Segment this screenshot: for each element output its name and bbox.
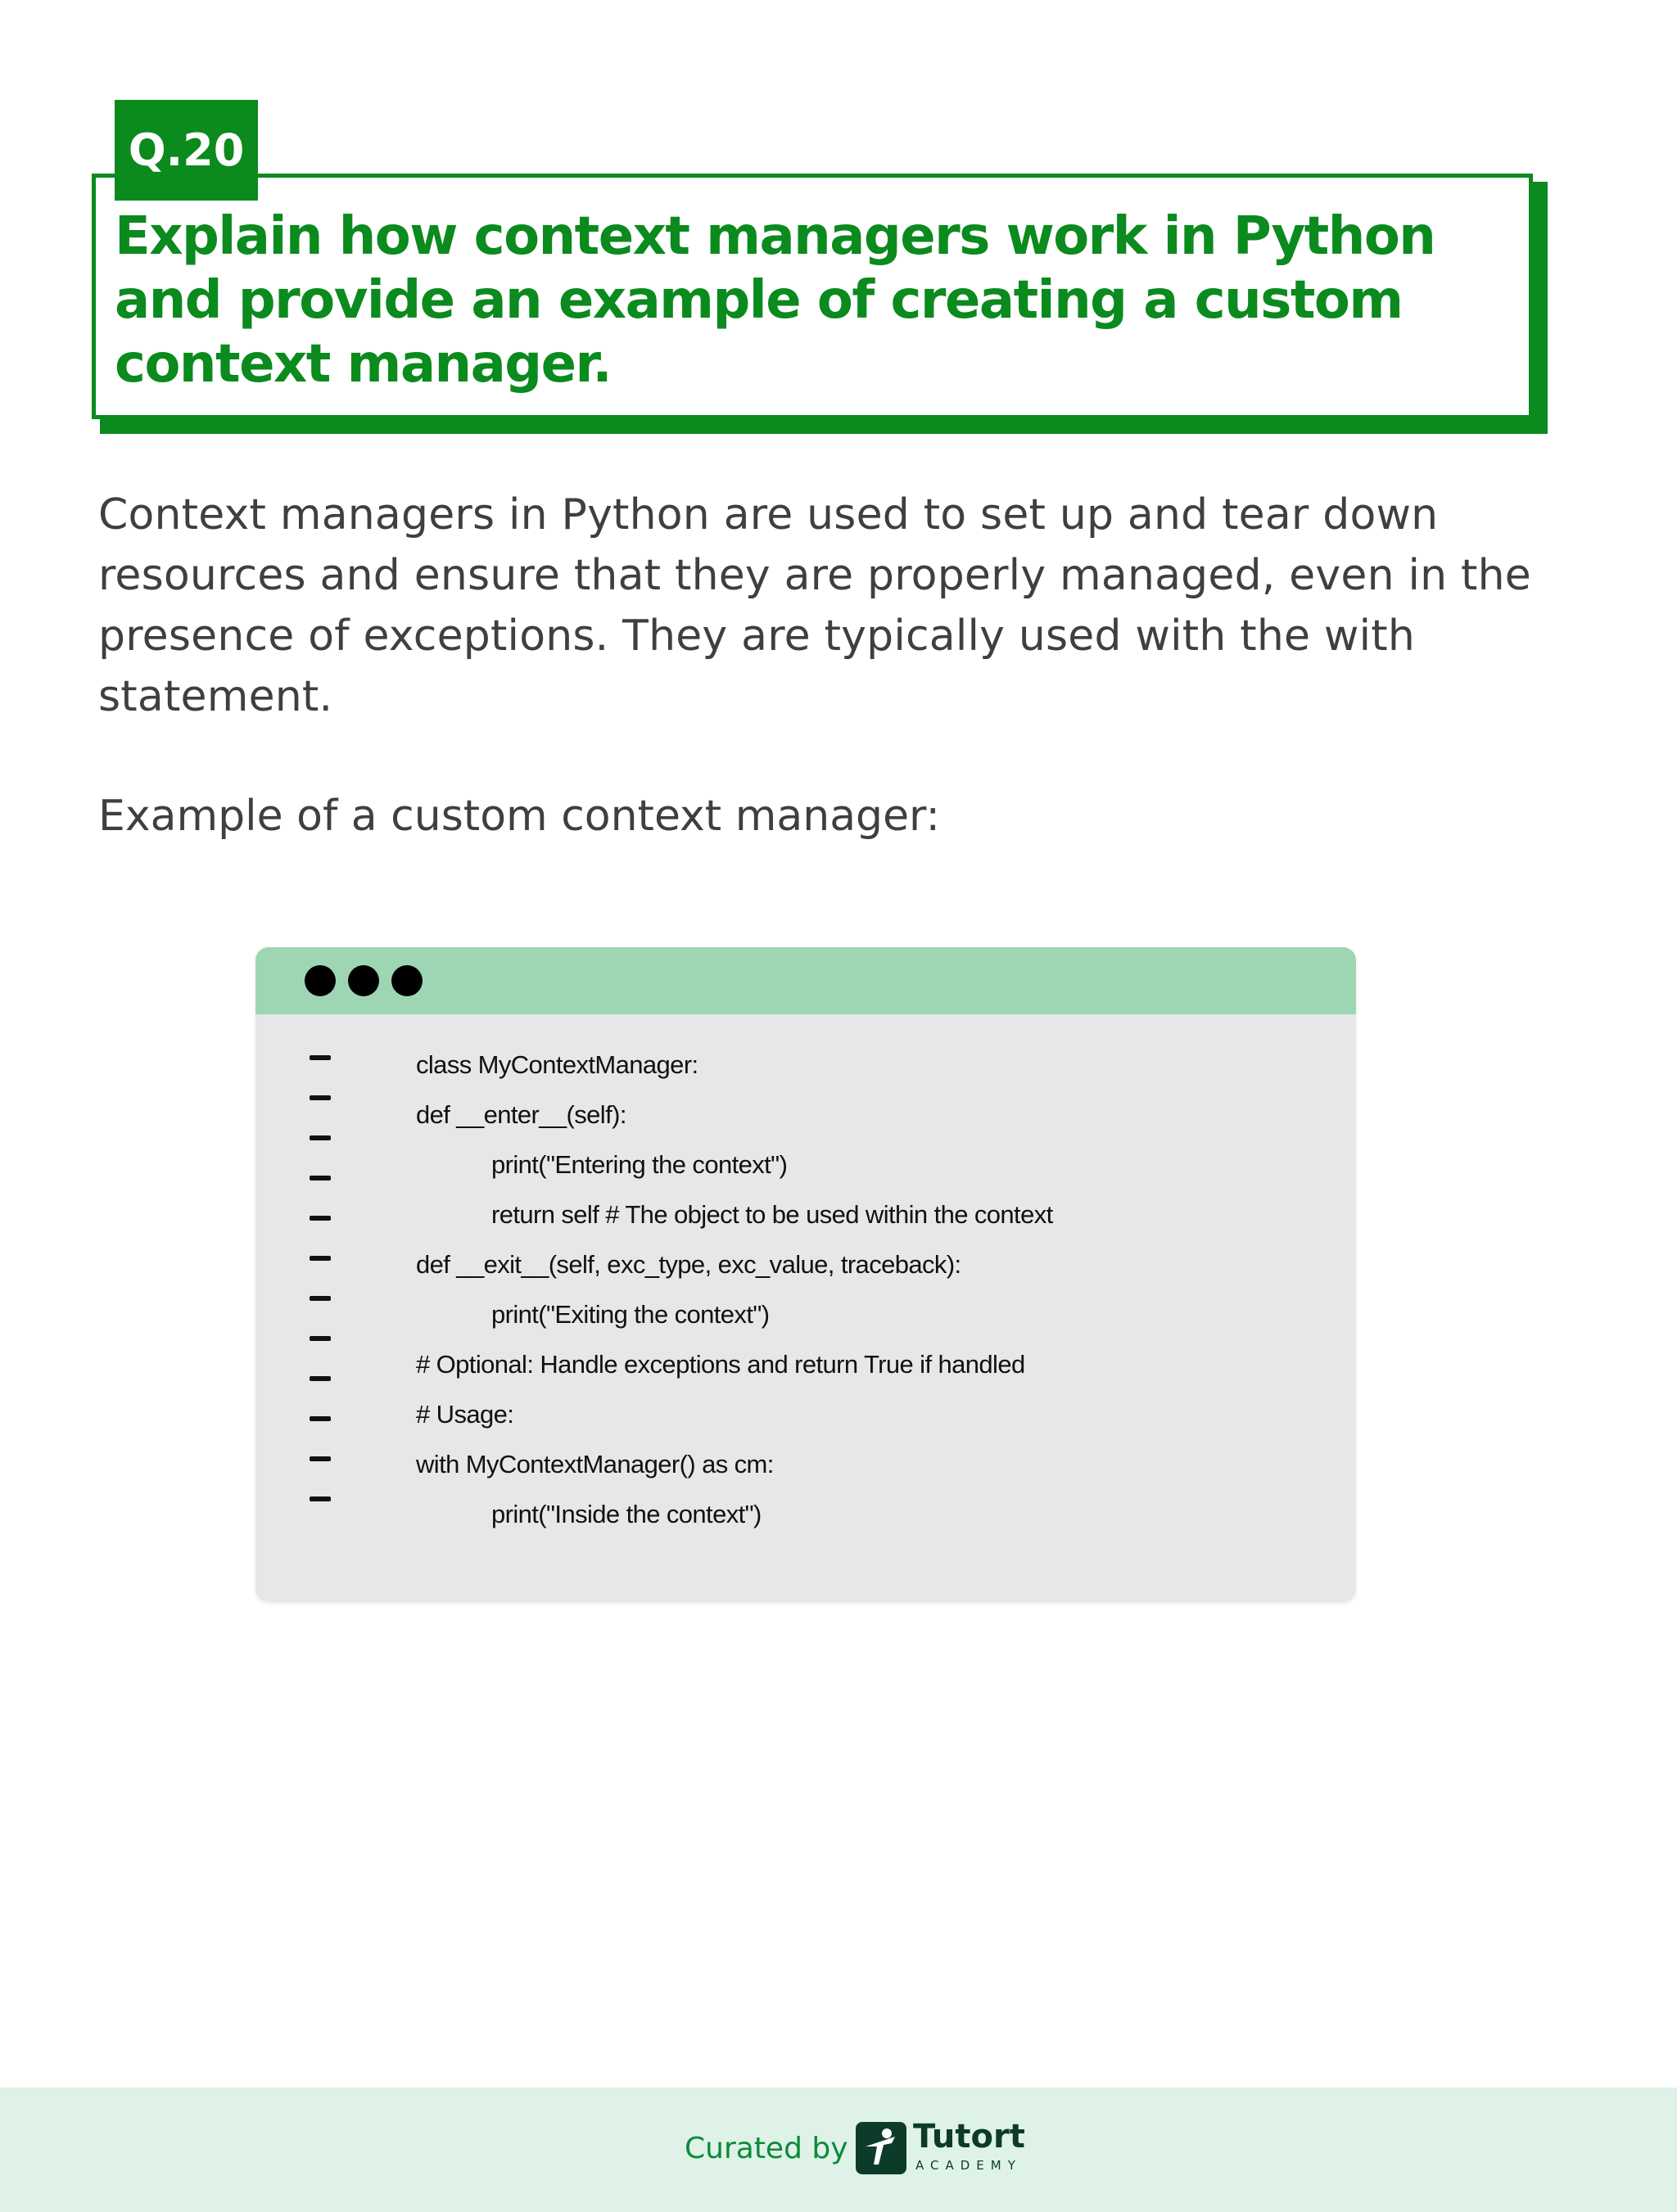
line-marker-icon	[310, 1496, 331, 1501]
example-label: Example of a custom context manager:	[98, 792, 941, 841]
code-line: class MyContextManager:	[416, 1050, 698, 1079]
line-marker-icon	[310, 1256, 331, 1261]
code-line: print("Entering the context")	[491, 1150, 788, 1179]
line-marker-icon	[310, 1095, 331, 1100]
code-line: print("Exiting the context")	[491, 1300, 770, 1329]
window-dot-icon	[391, 965, 423, 996]
line-marker-icon	[310, 1456, 331, 1461]
code-line: def __exit__(self, exc_type, exc_value, traceback):	[416, 1250, 961, 1279]
code-line: # Usage:	[416, 1400, 514, 1429]
line-marker-icon	[310, 1416, 331, 1421]
code-window-titlebar	[255, 947, 1356, 1014]
window-dot-icon	[348, 965, 379, 996]
code-line: with MyContextManager() as cm:	[416, 1450, 774, 1478]
line-marker-icon	[310, 1176, 331, 1180]
line-marker-icon	[310, 1376, 331, 1381]
code-line: # Optional: Handle exceptions and return True if handled	[416, 1350, 1025, 1379]
brand-subtitle: ACADEMY	[915, 2158, 1022, 2173]
line-marker-icon	[310, 1216, 331, 1221]
window-dot-icon	[305, 965, 336, 996]
answer-paragraph: Context managers in Python are used to set up and tear down resources and ensure that they are properly managed, even in the presence of exceptions. They are typically used with the with statement.	[98, 490, 1531, 721]
code-window	[255, 947, 1356, 1602]
code-line: return self # The object to be used within the context	[491, 1200, 1053, 1229]
line-marker-icon	[310, 1296, 331, 1301]
line-marker-icon	[310, 1055, 331, 1060]
code-line: print("Inside the context")	[491, 1500, 762, 1528]
question-number-badge: Q.20	[115, 100, 258, 201]
line-marker-icon	[310, 1336, 331, 1341]
line-marker-icon	[310, 1135, 331, 1140]
question-title: Explain how context managers work in Python and provide an example of creating a custom context manager.	[115, 206, 1435, 395]
brand-name: Tutort	[913, 2118, 1025, 2156]
code-line: def __enter__(self):	[416, 1100, 626, 1129]
tutort-logo-icon	[856, 2122, 906, 2174]
curated-by-label: Curated by	[685, 2132, 848, 2165]
